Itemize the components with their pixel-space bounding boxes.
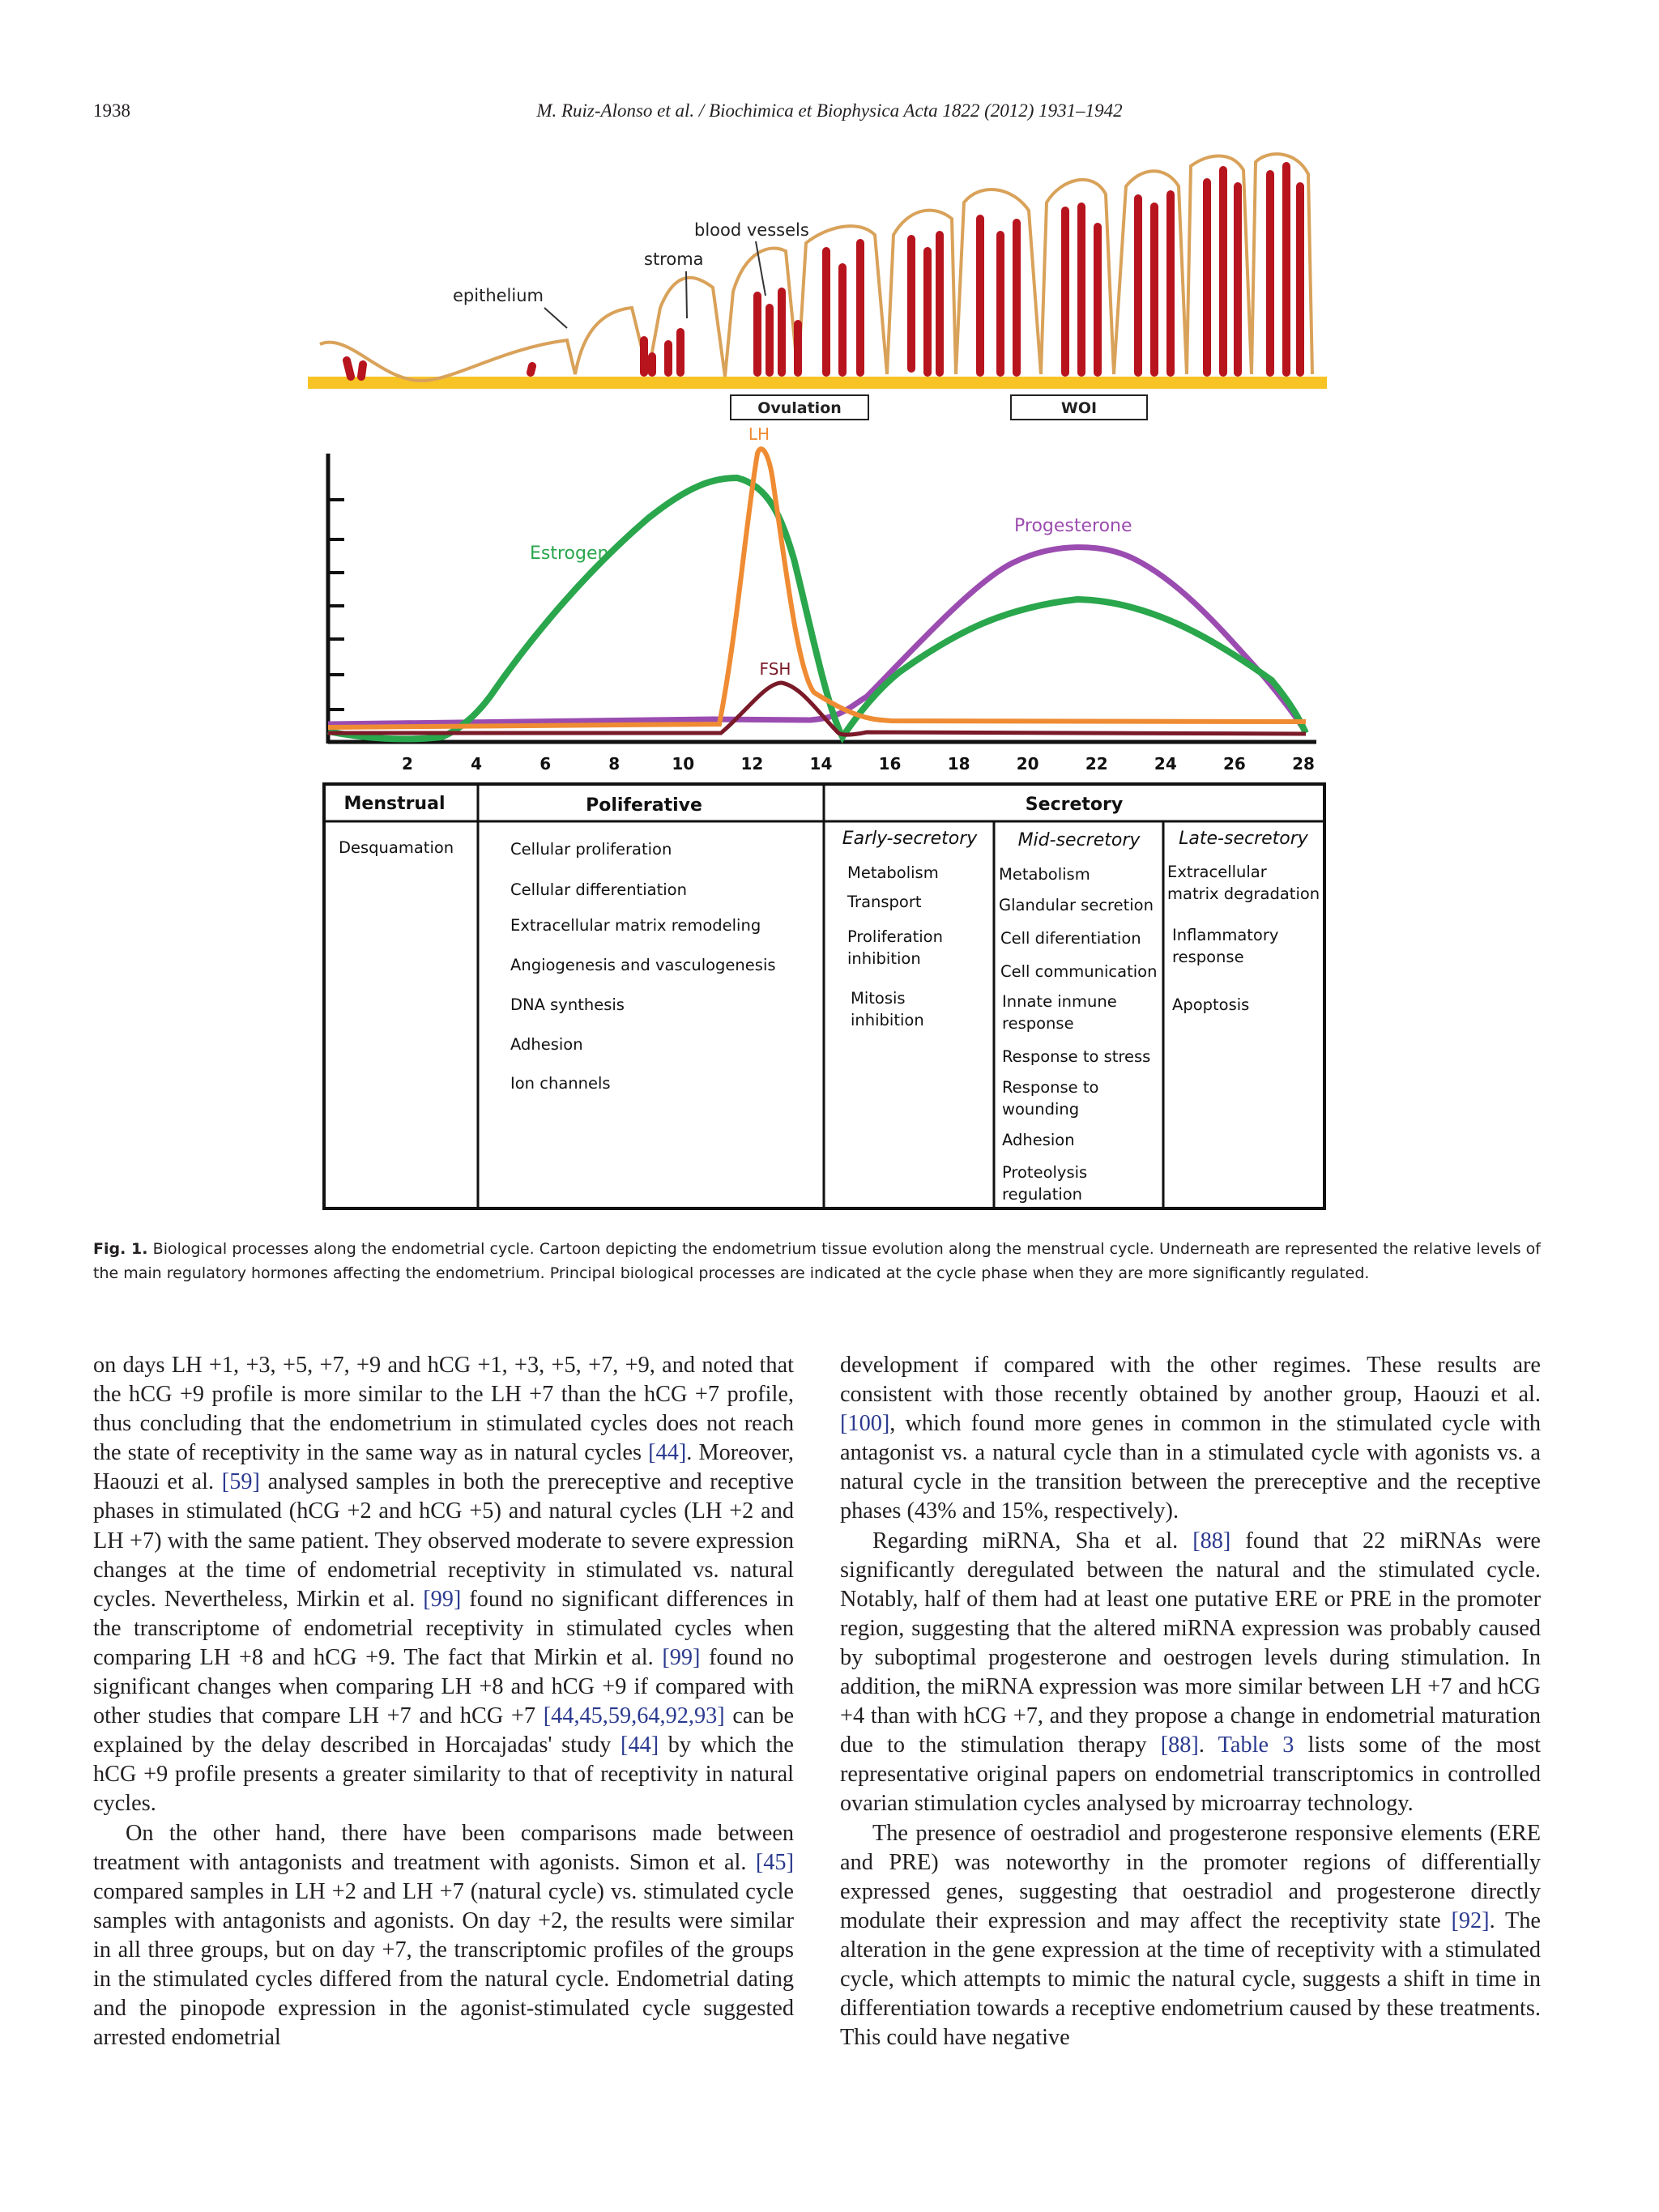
paragraph-text: on days LH +1, +3, +5, +7, +9 and hCG +1, +3, +5, +7, +9, and noted that the hCG +9 profile is more similar to the LH +7 than the hCG +7 profile, thus concluding that the endometrium in stimulated cycles does not reach the state of receptivity in the same way as in natural cycles [93,1353,794,1466]
mid-secretory-item: Cell communication [1000,962,1158,981]
proliferative-item: Adhesion [510,1035,583,1054]
lh-label: LH [748,424,770,444]
citation-link[interactable]: [88] [1192,1528,1231,1554]
woi-label: WOI [1060,399,1098,417]
body-column-right [840,1351,1541,2052]
mid-secretory-item: Cell diferentiation [1000,929,1141,948]
paragraph-text: found no significant changes when comparing LH +8 and hCG +9 if compared with other studies that compare LH +7 and hCG +7 [93,1644,794,1729]
proliferative-header: Poliferative [586,795,702,816]
citation-link[interactable]: [88] [1160,1733,1199,1758]
citation-link[interactable]: [99] [423,1586,462,1612]
proliferative-item: Angiogenesis and vasculogenesis [510,956,776,974]
paragraph-text: . Moreover, Haouzi et al. [93,1440,794,1495]
paragraph-text: The presence of oestradiol and progesterone responsive elements (ERE and PRE) was noteworthy in the promoter regions of differentially expressed genes, suggesting that oestradiol and progesterone directly modulate their expression and may affect the receptivity state [840,1820,1541,1933]
mid-secretory-item: Response to stress [1002,1047,1151,1066]
mid-secretory-header: Mid-secretory [1017,830,1141,850]
menstrual-item: Desquamation [339,838,454,857]
figure-caption [93,1237,1541,1285]
paragraph-text: by which the hCG +9 profile presents a greater similarity to that of receptivity in natural cycles. [93,1733,794,1817]
paragraph-text: Regarding miRNA, Sha et al. [872,1528,1193,1554]
proliferative-item: Extracellular matrix remodeling [510,916,761,935]
citation-link[interactable]: Table 3 [1218,1733,1294,1758]
body-column-left [93,1351,794,2052]
proliferative-item: Cellular proliferation [510,840,672,859]
x-tick-label: 22 [1085,754,1108,774]
x-tick-label: 12 [740,754,764,774]
x-tick-label: 28 [1292,754,1315,774]
paragraph [840,1819,1541,2053]
mid-secretory-item: Glandular secretion [999,896,1154,914]
progesterone-label: Progesterone [1014,516,1132,536]
paragraph [840,1351,1541,1527]
estrogen-curve [328,478,1306,739]
mid-secretory-item: Proteolysis [1002,1163,1088,1182]
blood-vessels-label: blood vessels [694,220,809,240]
x-tick-label: 6 [539,754,552,774]
mid-secretory-item: Adhesion [1002,1131,1075,1149]
menstrual-header: Menstrual [343,794,446,814]
x-tick-label: 18 [947,754,970,774]
citation-link[interactable]: [100] [840,1411,890,1437]
paragraph-text: analysed samples in both the prereceptive and receptive phases in stimulated (hCG +2 and hCG +5) and natural cycles (LH +2 and LH +7) with the same patient. They observed moderate to severe expression changes at the time of endometrial receptivity in stimulated vs. natural cycles. Nevertheless, Mirkin et al. [93,1469,794,1612]
mid-secretory-item: Innate inmune [1002,992,1117,1011]
x-tick-label: 16 [878,754,902,774]
basal-layer [308,377,1327,389]
x-tick-label: 2 [402,754,413,774]
paragraph-text: found no significant differences in the transcriptome of endometrial receptivity in stimulated cycles when comparing LH +8 and hCG +9. The fact that Mirkin et al. [93,1586,794,1670]
citation-link[interactable]: [44] [621,1733,659,1758]
late-secretory-item: matrix degradation [1167,884,1320,903]
blood-vessels [347,166,1300,377]
x-tick-labels [402,754,1315,774]
early-secretory-item: Metabolism [847,863,939,882]
citation-link[interactable]: [99] [662,1644,701,1670]
progesterone-curve [328,548,1306,732]
paragraph-text: can be explained by the delay described in Horcajadas' study [93,1703,794,1758]
fsh-label: FSH [759,659,791,679]
paragraph-text: , which found more genes in common in the stimulated cycle with antagonist vs. a natural cycle than in a stimulated cycle with agonists vs. a natural cycle in the transition between the prereceptive and the receptive phases (43% and 15%, respectively). [840,1411,1541,1524]
late-secretory-item: Inflammatory [1172,926,1279,944]
paragraph-text: development if compared with the other regimes. These results are consistent with those recently obtained by another group, Haouzi et al. [840,1353,1541,1408]
paragraph [840,1527,1541,1819]
ovulation-label: Ovulation [757,399,842,417]
secretory-header: Secretory [1025,795,1124,815]
epithelium-outline [320,154,1312,381]
stroma-pointer [686,271,687,318]
mid-secretory-item: Metabolism [999,865,1090,884]
mid-secretory-item: Response to [1002,1078,1099,1097]
caption-text: Biological processes along the endometrial cycle. Cartoon depicting the endometrium tissue evolution along the menstrual cycle. Underneath are represented the relative levels of the main regulatory hormones affecting the endometrium. Principal biological processes are indicated at the cycle phase when they are more significantly regulated. [93,1240,1541,1282]
y-axis-ticks [328,500,344,710]
citation-link[interactable]: [92] [1451,1907,1490,1933]
citation-link[interactable]: [59] [221,1469,260,1495]
proliferative-item: DNA synthesis [510,995,625,1014]
paragraph-text: On the other hand, there have been comparisons made between treatment with antagonists and treatment with agonists. Simon et al. [93,1820,794,1875]
early-secretory-item: Transport [847,893,922,911]
proliferative-item: Cellular differentiation [510,880,687,899]
paragraph-text: compared samples in LH +2 and LH +7 (natural cycle) vs. stimulated cycle samples with antagonists and agonists. On day +2, the results were similar in all three groups, but on day +7, the transcriptomic profiles of the groups in the stimulated cycles differed from the natural cycle. Endometrial dating and the pinopode expression in the agonist-stimulated cycle suggested arrested endometrial [93,1878,794,2051]
early-secretory-item: inhibition [851,1011,924,1029]
estrogen-label: Estrogen [530,543,609,564]
paragraph-text: . [1198,1733,1218,1758]
late-secretory-item: response [1172,948,1244,966]
epithelium-pointer [544,308,567,328]
x-tick-label: 8 [608,754,621,774]
running-header: M. Ruiz-Alonso et al. / Biochimica et Biophysica Acta 1822 (2012) 1931–1942 [536,100,1123,121]
early-secretory-item: Mitosis [851,989,906,1008]
citation-link[interactable]: [44,45,59,64,92,93] [543,1703,725,1729]
x-tick-label: 26 [1223,754,1246,774]
mid-secretory-item: response [1002,1014,1074,1033]
citation-link[interactable]: [45] [755,1849,794,1875]
x-tick-label: 24 [1154,754,1177,774]
stroma-label: stroma [644,249,704,269]
x-tick-label: 10 [672,754,695,774]
early-secretory-item: Proliferation [847,927,943,946]
citation-link[interactable]: [44] [648,1440,687,1466]
caption-label: Fig. 1. [93,1240,148,1258]
paragraph-text: found that 22 miRNAs were significantly deregulated between the natural and the stimulated cycle. Notably, half of them had at least one putative ERE or PRE in the promoter region, suggesting that the altered miRNA expression was probably caused by suboptimal progesterone and oestrogen levels during stimulation. In addition, the miRNA expression was more similar between LH +7 and hCG +4 than with hCG +7, and they propose a change in endometrial maturation due to the stimulation therapy [840,1528,1541,1758]
early-secretory-item: inhibition [847,949,921,968]
late-secretory-header: Late-secretory [1179,829,1308,849]
early-secretory-header: Early-secretory [842,829,978,849]
paragraph [93,1819,794,2053]
mid-secretory-item: regulation [1002,1185,1083,1204]
paragraph-text: lists some of the most representative original papers on endometrial transcriptomics in controlled ovarian stimulation cycles analysed by microarray technology. [840,1733,1542,1817]
epithelium-label: epithelium [453,286,544,305]
page-number: 1938 [93,100,130,121]
proliferative-item: Ion channels [510,1074,611,1093]
x-tick-label: 4 [471,754,483,774]
paragraph [93,1351,794,1819]
x-tick-label: 20 [1016,754,1039,774]
paragraph-text: . The alteration in the gene expression at the time of receptivity with a stimulated cycle, which attempts to mimic the natural cycle, suggests a shift in time in differentiation towards a receptive endometrium caused by these treatments. This could have negative [840,1907,1541,2051]
mid-secretory-item: wounding [1002,1100,1080,1119]
late-secretory-item: Apoptosis [1172,995,1250,1014]
lh-curve [328,449,1306,727]
late-secretory-item: Extracellular [1167,863,1267,881]
x-tick-label: 14 [809,754,833,774]
